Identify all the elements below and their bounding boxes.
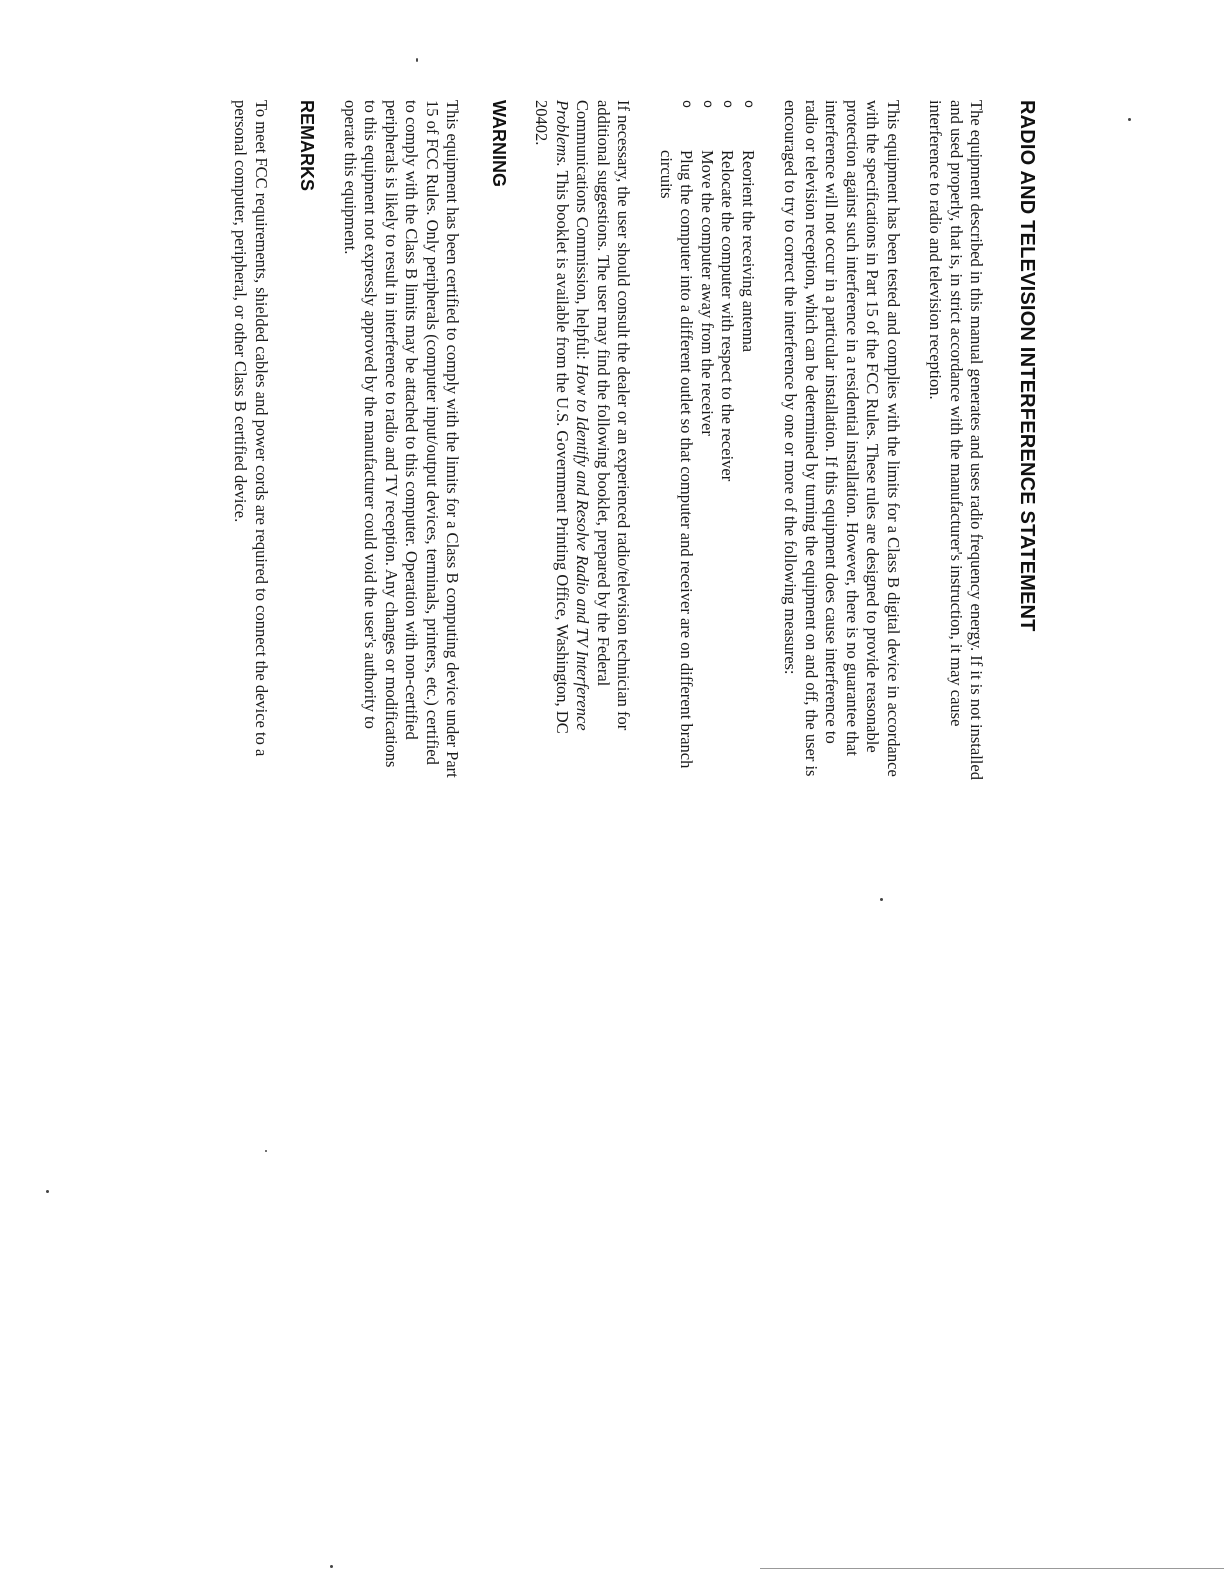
scan-speck — [1128, 118, 1131, 121]
paragraph-class-b-compliance: This equipment has been tested and complies with the limits for a Class B digital device in accordance with the specifications in Part 15 of the FCC Rules. These rules are designed to provide reasonable protection against such interference in a residential installation. However, there is no guarantee that interference will not occur in a particular installation. If this equipment does cause interference to radio or television reception, which can be determined by turning the equipment on and off, the user is encouraged to try to correct the interference by one or more of the following measures: — [781, 100, 903, 777]
list-item — [697, 100, 718, 780]
warning-text: This equipment has been certified to comply with the limits for a Class B computing device under Part 15 of FCC Rules. Only peripherals (computer input/output devices, terminals, printers, etc.) certified to comply with the Class B limits may be attached to this computer. Operation with non-certified peripherals is likely to result in interference to radio and TV reception. Any changes or modifications to this equipment not expressly approved by the manufacturer could void the user's authority to operate this equipment. — [341, 100, 463, 778]
list-item — [738, 100, 759, 780]
bullet-icon: o — [720, 100, 736, 108]
bullet-icon: o — [679, 100, 695, 108]
scan-speck — [416, 58, 418, 62]
scan-speck — [330, 1565, 333, 1568]
corrective-measures-list — [656, 100, 759, 780]
booklet-availability-text: This booklet is available from the U.S. Government Printing Office, Washington, DC 20402. — [532, 100, 572, 734]
consult-dealer-text: If necessary, the user should consult the dealer or an experienced radio/television technician for additional suggestions. The user may find the following booklet, prepared by the Federal Communications Commission, helpful: — [573, 100, 634, 731]
warning-heading: WARNING — [489, 100, 509, 187]
list-item-text: Relocate the computer with respect to the receiver — [718, 150, 738, 482]
list-item — [656, 100, 697, 780]
remarks-text: To meet FCC requirements, shielded cables and power cords are required to connect the device to a personal computer, peripheral, or other Class B certified device. — [231, 100, 271, 757]
list-item-text: Reorient the receiving antenna — [739, 150, 758, 353]
rotated-document-body — [231, 100, 1045, 780]
list-item-text: Plug the computer into a different outlet so that computer and receiver are on different branch circuits — [657, 150, 697, 769]
remarks-heading: REMARKS — [297, 100, 318, 192]
scan-speck — [265, 1150, 267, 1152]
list-item-text: Move the computer away from the receiver — [698, 150, 717, 436]
bullet-icon: o — [700, 100, 715, 108]
document-title: RADIO AND TELEVISION INTERFERENCE STATEMENT — [1016, 100, 1038, 632]
list-item — [717, 100, 738, 780]
scan-speck — [46, 1190, 49, 1193]
scan-speck — [880, 898, 883, 901]
paragraph-rf-energy: The equipment described in this manual generates and uses radio frequency energy. If it is not installed and used properly, that is, in strict accordance with the manufacturer's instruction, it may cause interference to radio and television reception. — [926, 100, 987, 780]
scan-bottom-edge — [760, 1568, 1224, 1569]
bullet-icon: o — [741, 100, 756, 108]
paragraph-consult-dealer — [531, 100, 634, 780]
booklet-title: How to Identify and Resolve Radio and TV Interference Problems. — [553, 100, 593, 731]
